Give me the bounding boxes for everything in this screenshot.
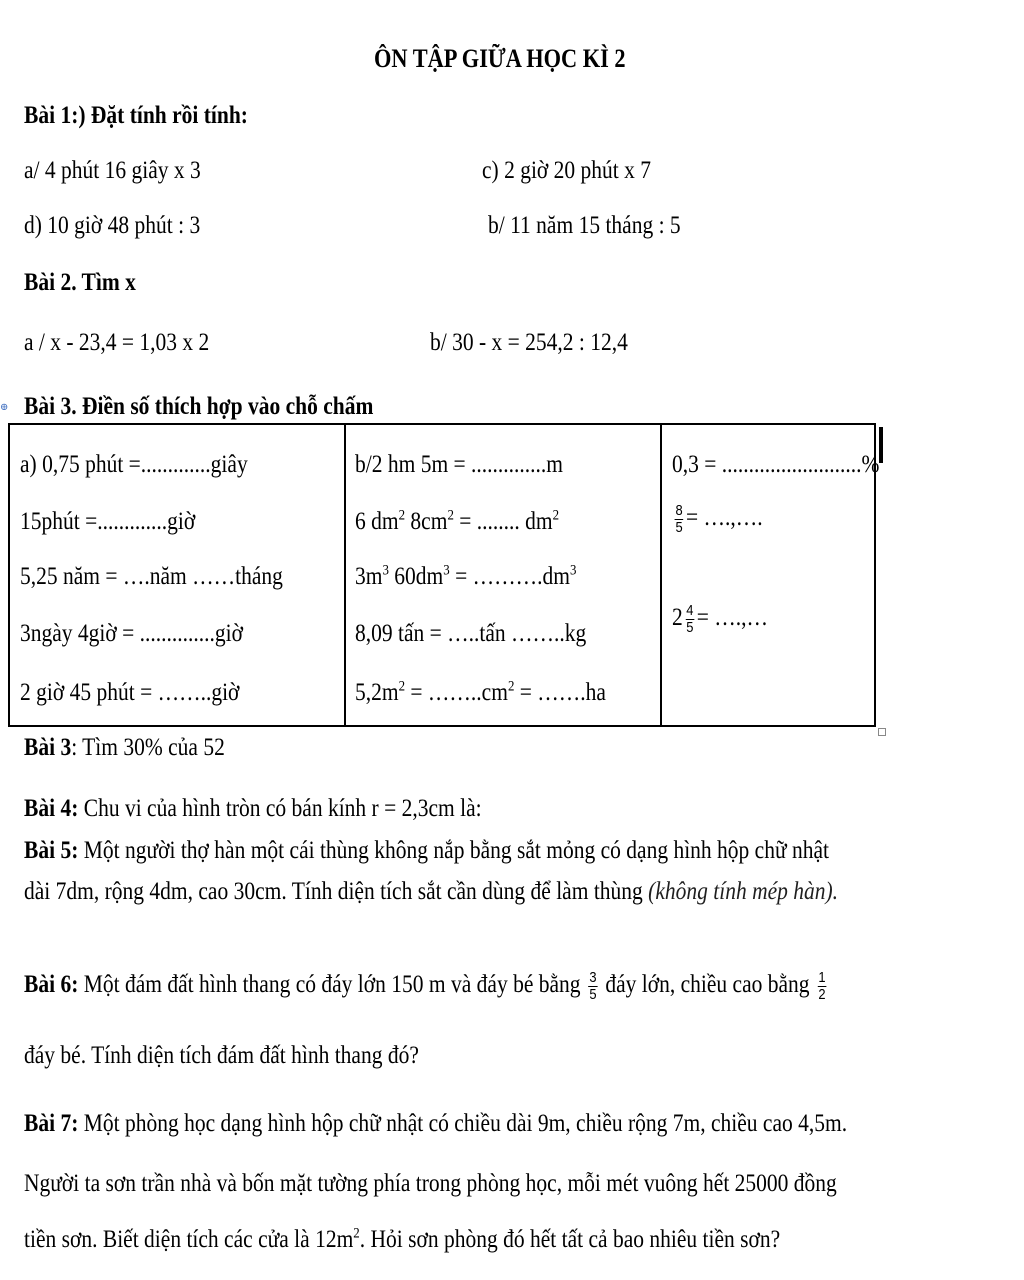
denominator: 2 bbox=[818, 986, 826, 1003]
whole-number: 2 bbox=[672, 604, 683, 632]
cell-text: = ……..cm bbox=[405, 679, 508, 706]
table-cell-col3-row1: 0,3 = ..........................% bbox=[672, 451, 880, 478]
problem-text: . Hỏi sơn phòng đó hết tất cả bao nhiêu tiền sơn? bbox=[359, 1226, 781, 1253]
bai7-line1 bbox=[24, 1109, 847, 1139]
cell-text: 6 dm bbox=[355, 508, 399, 535]
bai3b-line bbox=[24, 733, 225, 763]
superscript: 3 bbox=[569, 562, 577, 579]
table-move-handle-icon[interactable]: ⊕ bbox=[0, 402, 9, 413]
table-cell-col1-row2: 15phút =.............giờ bbox=[20, 508, 196, 535]
problem-label: Bài 3 bbox=[24, 734, 72, 761]
table-cell-col2-row1: b/2 hm 5m = ..............m bbox=[355, 451, 564, 478]
text-cursor bbox=[879, 427, 883, 463]
problem-text: Một đám đất hình thang có đáy lớn 150 m và đáy bé bằng bbox=[78, 971, 581, 999]
superscript: 2 bbox=[552, 507, 560, 524]
numerator: 3 bbox=[589, 969, 597, 986]
fraction bbox=[588, 970, 597, 1003]
table-cell-col2-row5 bbox=[355, 678, 606, 708]
cell-text: 8cm bbox=[405, 508, 448, 535]
bai2-item-a: a / x - 23,4 = 1,03 x 2 bbox=[24, 329, 210, 356]
fraction bbox=[685, 603, 694, 636]
superscript: 2 bbox=[447, 507, 454, 524]
superscript: 2 bbox=[398, 507, 406, 524]
cell-text: = ……….dm bbox=[449, 563, 570, 590]
bai5-line2 bbox=[24, 877, 838, 907]
table-column-divider bbox=[344, 425, 346, 725]
bai5-line1 bbox=[24, 836, 829, 866]
bai3-heading: Bài 3. Điền số thích hợp vào chỗ chấm bbox=[24, 393, 374, 420]
table-column-divider bbox=[660, 425, 662, 725]
numerator: 4 bbox=[686, 602, 694, 619]
numerator: 8 bbox=[675, 502, 683, 519]
fraction bbox=[818, 970, 827, 1003]
problem-note: (không tính mép hàn). bbox=[648, 878, 839, 905]
bai1-item-d: d) 10 giờ 48 phút : 3 bbox=[24, 212, 201, 239]
problem-label: Bài 6: bbox=[24, 971, 79, 999]
table-resize-handle[interactable] bbox=[878, 728, 886, 736]
problem-text: Chu vi của hình tròn có bán kính r = 2,3cm là: bbox=[78, 795, 482, 822]
cell-text: = ........ dm bbox=[453, 508, 553, 535]
bai2-heading: Bài 2. Tìm x bbox=[24, 269, 136, 296]
table-cell-col2-row2 bbox=[355, 507, 559, 537]
superscript: 3 bbox=[443, 562, 450, 579]
cell-text: 5,2m bbox=[355, 679, 399, 706]
denominator: 5 bbox=[686, 619, 694, 636]
problem-text: tiền sơn. Biết diện tích các cửa là 12m bbox=[24, 1226, 354, 1253]
problem-label: Bài 5: bbox=[24, 837, 79, 864]
superscript: 2 bbox=[398, 678, 406, 695]
problem-text: dài 7dm, rộng 4dm, cao 30cm. Tính diện tích sắt cần dùng để làm thùng bbox=[24, 878, 649, 905]
bai7-line3 bbox=[24, 1225, 780, 1255]
bai6-line2: đáy bé. Tính diện tích đám đất hình thang đó? bbox=[24, 1042, 419, 1069]
problem-text: đáy lớn, chiều cao bằng bbox=[605, 971, 810, 999]
bai4-line bbox=[24, 794, 482, 824]
numerator: 1 bbox=[818, 969, 826, 986]
cell-text: = ….,… bbox=[696, 604, 769, 632]
superscript: 3 bbox=[382, 562, 389, 579]
table-cell-col3-row2 bbox=[672, 503, 763, 536]
cell-text: 60dm bbox=[388, 563, 444, 590]
table-cell-col3-row3 bbox=[672, 603, 768, 636]
table-cell-col1-row4: 3ngày 4giờ = ..............giờ bbox=[20, 620, 243, 647]
cell-text: = ….,…. bbox=[686, 504, 763, 532]
cell-text: 3m bbox=[355, 563, 383, 590]
problem-label: Bài 7: bbox=[24, 1110, 79, 1137]
bai1-heading: Bài 1:) Đặt tính rồi tính: bbox=[24, 102, 248, 129]
page-title: ÔN TẬP GIỮA HỌC KÌ 2 bbox=[374, 44, 626, 73]
fill-in-table bbox=[8, 423, 880, 727]
cell-text: = …….ha bbox=[514, 679, 606, 706]
problem-text: Một phòng học dạng hình hộp chữ nhật có chiều dài 9m, chiều rộng 7m, chiều cao 4,5m. bbox=[78, 1110, 848, 1137]
table-cell-col1-row3: 5,25 năm = ….năm ……tháng bbox=[20, 563, 283, 590]
table-cell-col1-row5: 2 giờ 45 phút = ……..giờ bbox=[20, 679, 240, 706]
table-cell-col1-row1: a) 0,75 phút =.............giây bbox=[20, 451, 248, 478]
bai7-line2: Người ta sơn trần nhà và bốn mặt tường phía trong phòng học, mỗi mét vuông hết 25000 đồng bbox=[24, 1170, 837, 1197]
problem-text: Một người thợ hàn một cái thùng không nắp bằng sắt mỏng có dạng hình hộp chữ nhật bbox=[78, 837, 830, 864]
bai6-line1 bbox=[24, 970, 829, 1003]
fraction bbox=[675, 503, 684, 536]
table-cell-col2-row4: 8,09 tấn = …..tấn ……..kg bbox=[355, 620, 587, 647]
bai2-item-b: b/ 30 - x = 254,2 : 12,4 bbox=[430, 329, 628, 356]
bai1-item-b: b/ 11 năm 15 tháng : 5 bbox=[488, 212, 681, 239]
problem-text: : Tìm 30% của 52 bbox=[71, 734, 225, 761]
superscript: 2 bbox=[507, 678, 515, 695]
bai1-item-c: c) 2 giờ 20 phút x 7 bbox=[482, 157, 652, 184]
denominator: 5 bbox=[675, 519, 683, 536]
problem-label: Bài 4: bbox=[24, 795, 79, 822]
superscript: 2 bbox=[353, 1225, 360, 1242]
bai1-item-a: a/ 4 phút 16 giây x 3 bbox=[24, 157, 201, 184]
denominator: 5 bbox=[589, 986, 597, 1003]
table-cell-col2-row3 bbox=[355, 562, 576, 592]
